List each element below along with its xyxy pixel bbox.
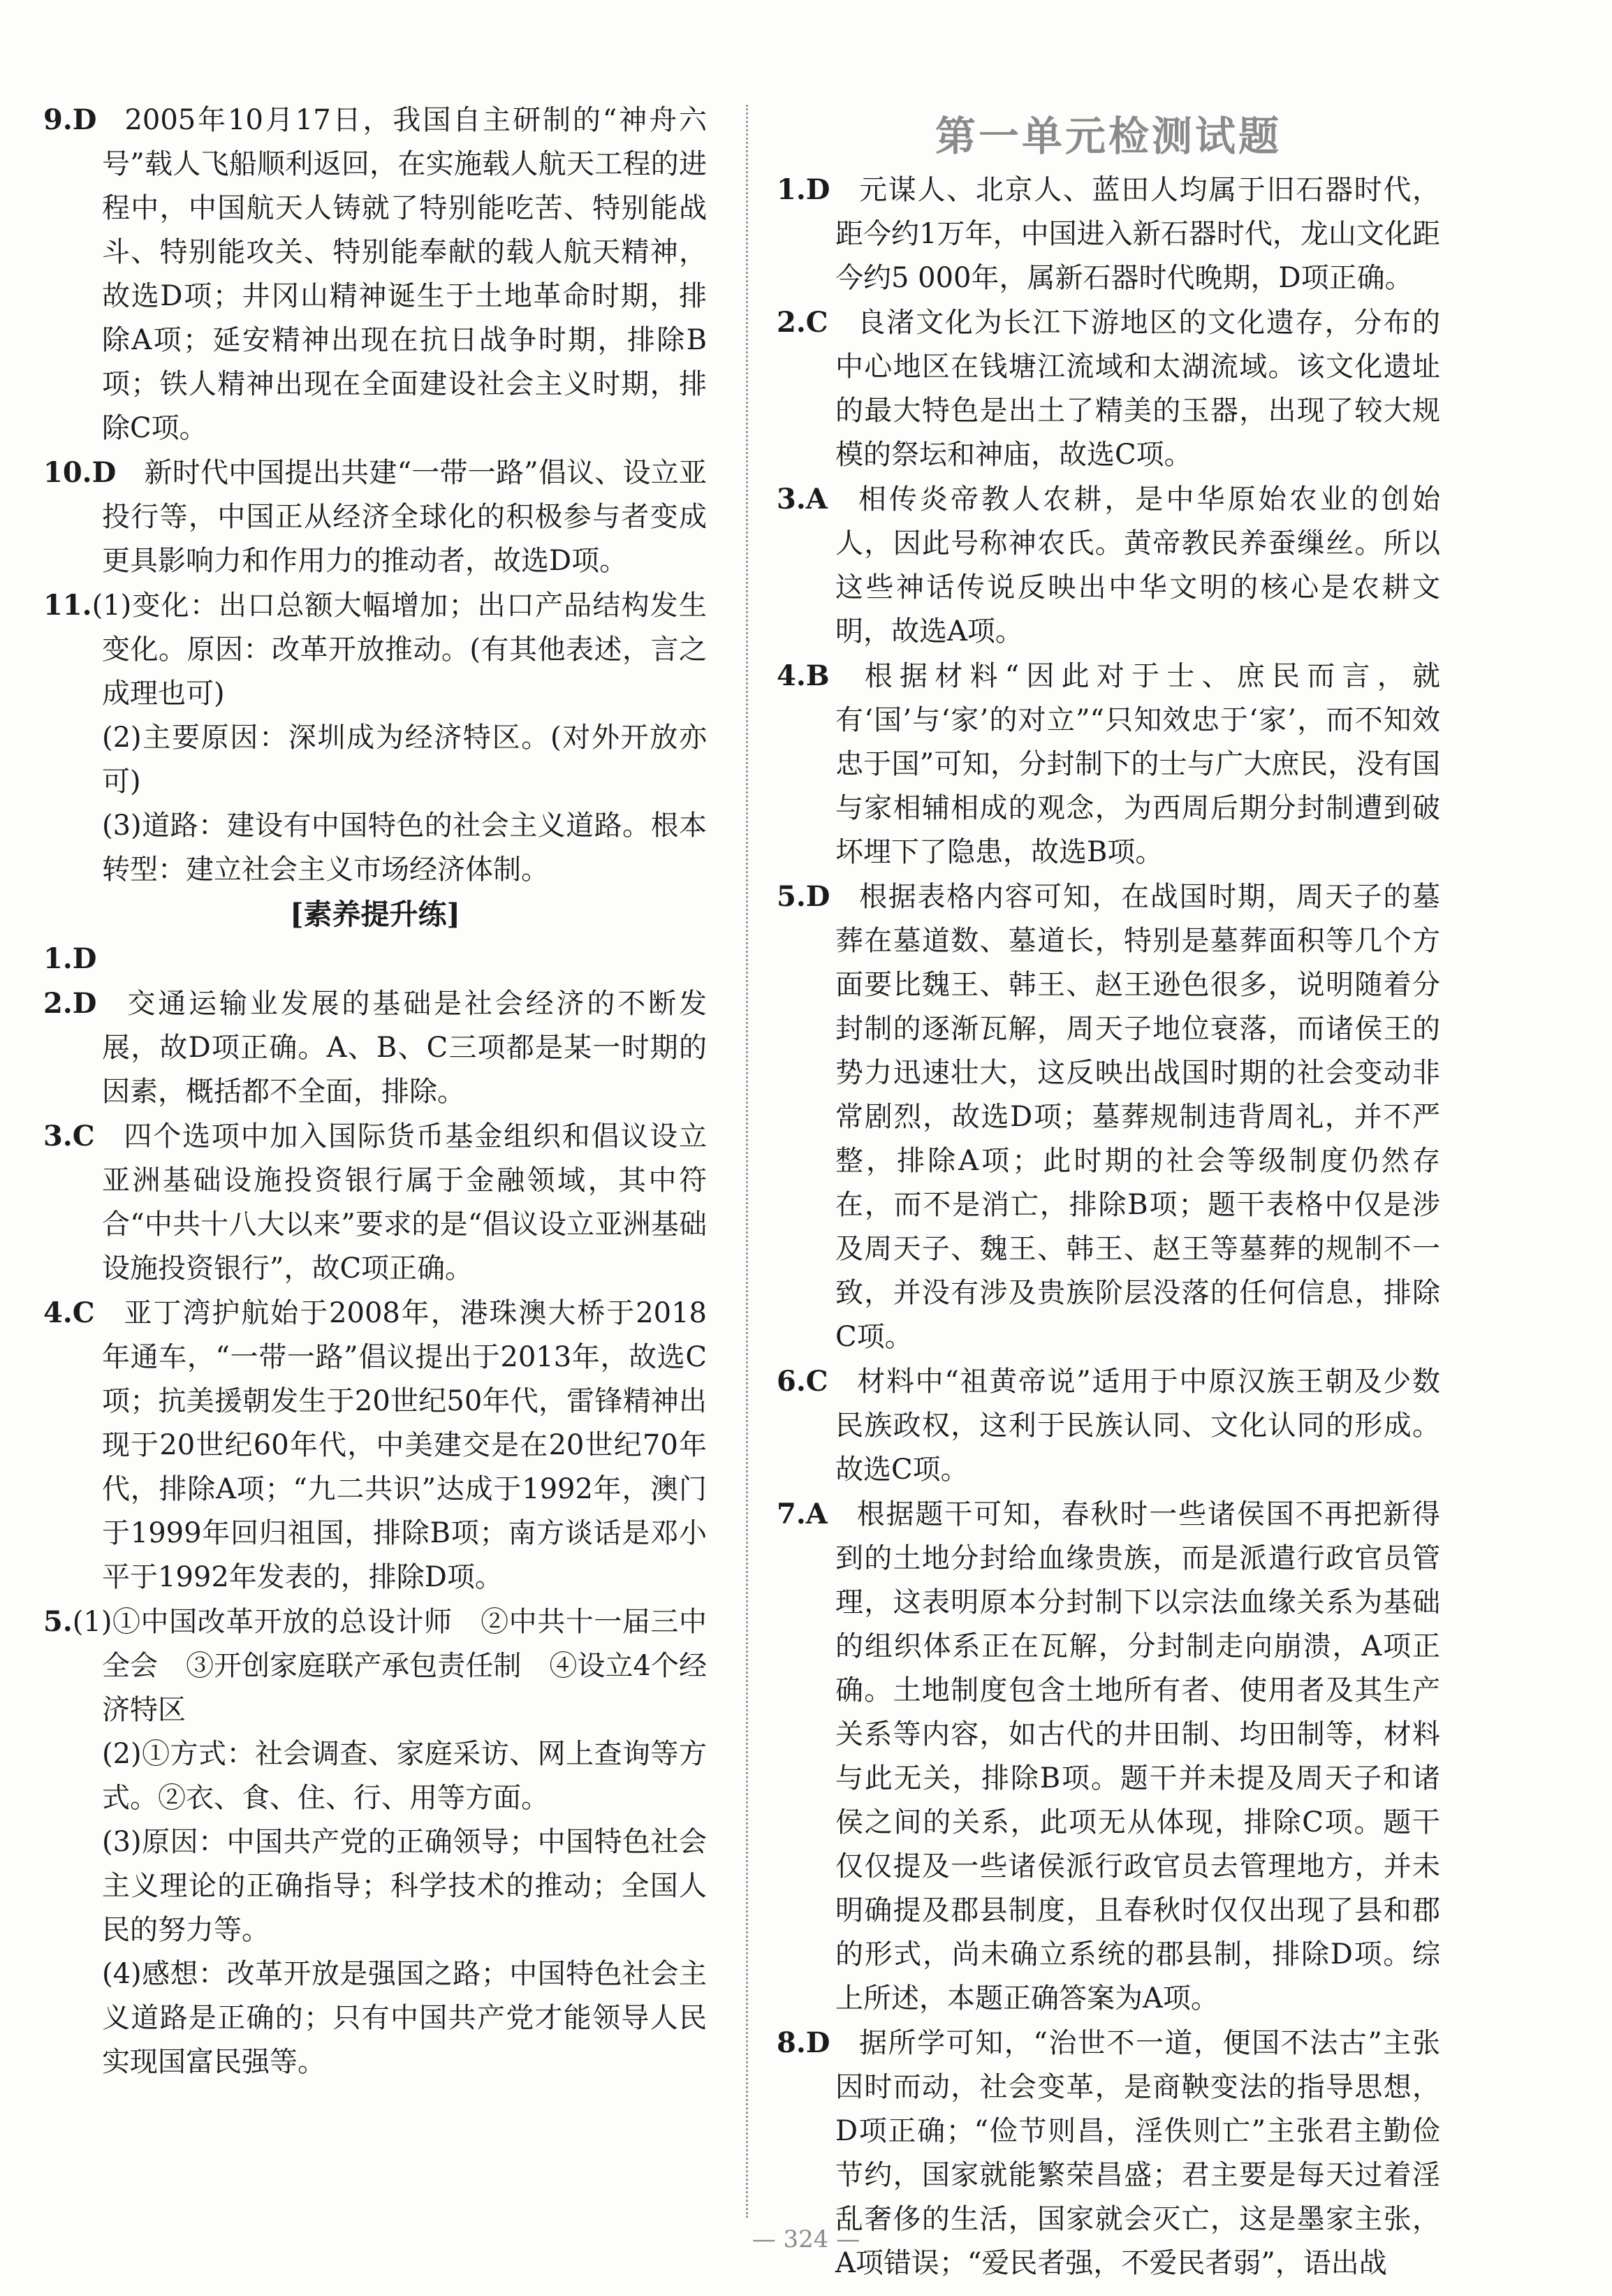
answer-letter: D [91, 456, 117, 489]
answer-letter: D [805, 173, 830, 206]
question-number: 3. [43, 1120, 73, 1153]
answer-text: 良渚文化为长江下游地区的文化遗存，分布的中心地区在钱塘江流域和太湖流域。该文化遗址的最大特色是出土了精美的玉器，出现了较大规模的祭坛和神庙，故选C项。 [835, 307, 1440, 471]
answer-text: 根据表格内容可知，在战国时期，周天子的墓葬在墓道数、墓道长，特别是墓葬面积等几个方面要比魏王、韩王、赵王逊色很多，说明随着分封制的逐渐瓦解，周天子地位衰落，而诸侯王的势力迅速壮大，这反映出战国时期的社会变动非常剧烈，故选D项；墓葬规制违背周礼，并不严整，排除A项；此时期的社会等级制度仍然存在，而不是消亡，排除B项；题干表格中仅是涉及周天子、魏王、韩王、赵王等墓葬的规制不一致，并没有涉及贵族阶层没落的任何信息，排除C项。 [835, 881, 1440, 1353]
question-number: 7. [777, 1498, 806, 1530]
page-number: — 324 — [752, 2225, 860, 2253]
answer-text: 元谋人、北京人、蓝田人均属于旧石器时代，距今约1万年，中国进入新石器时代，龙山文化距今约5 000年，属新石器时代晚期，D项正确。 [835, 174, 1440, 294]
answer-item [777, 477, 1440, 654]
question-number: 1. [43, 942, 73, 975]
answer-subpart: (3)道路：建设有中国特色的社会主义道路。根本转型：建立社会主义市场经济体制。 [102, 810, 707, 886]
answer-item [43, 583, 707, 716]
column-divider [746, 105, 748, 2218]
answer-item [43, 937, 707, 981]
question-number: 10. [43, 456, 92, 489]
answer-letter: B [805, 659, 830, 692]
answer-letter: C [72, 1296, 95, 1329]
answer-item [43, 1291, 707, 1600]
answer-letter: A [805, 483, 828, 515]
question-number: 8. [777, 2026, 806, 2059]
answer-item [777, 300, 1440, 477]
answer-item [777, 1359, 1440, 1492]
answer-item [43, 98, 707, 451]
answer-letter: D [72, 942, 97, 975]
question-number: 2. [43, 987, 73, 1020]
answer-item [777, 168, 1440, 300]
answer-letter: D [72, 987, 97, 1020]
answer-letter: A [805, 1498, 828, 1530]
answer-text: 亚丁湾护航始于2008年，港珠澳大桥于2018年通车，“一带一路”倡议提出于2013年，故选C项；抗美援朝发生于20世纪50年代，雷锋精神出现于20世纪60年代，中美建交是在20世纪70年代，排除A项；“九二共识”达成于1992年，澳门于1999年回归祖国，排除B项；南方谈话是邓小平于1992年发表的，排除D项。 [102, 1297, 707, 1593]
answer-item [777, 875, 1440, 1359]
answer-item [777, 1492, 1440, 2021]
answer-text: (1)变化：出口总额大幅增加；出口产品结构发生变化。原因：改革开放推动。(有其他表述，言之成理也可) [91, 590, 707, 710]
question-number: 4. [777, 659, 806, 692]
unit-title: 第一单元检测试题 [935, 112, 1282, 160]
answer-item [43, 1600, 707, 1732]
question-number: 5. [777, 880, 806, 913]
answer-letter: C [805, 1365, 828, 1398]
answer-subpart: (2)①方式：社会调查、家庭采访、网上查询等方式。②衣、食、住、行、用等方面。 [102, 1738, 707, 1814]
question-number: 6. [777, 1365, 806, 1398]
answer-item [43, 451, 707, 583]
answer-subpart: (3)原因：中国共产党的正确领导；中国特色社会主义理论的正确指导；科学技术的推动；全国人民的努力等。 [102, 1826, 707, 1946]
question-number: 4. [43, 1296, 73, 1329]
answer-letter: C [72, 1120, 95, 1153]
question-number: 9. [43, 103, 73, 136]
answer-text: 2005年10月17日，我国自主研制的“神舟六号”载人飞船顺利返回，在实施载人航天工程的进程中，中国航天人铸就了特别能吃苦、特别能战斗、特别能攻关、特别能奉献的载人航天精神，故选D项；井冈山精神诞生于土地革命时期，排除A项；延安精神出现在抗日战争时期，排除B项；铁人精神出现在全面建设社会主义时期，排除C项。 [102, 104, 707, 444]
answer-subpart: (2)主要原因：深圳成为经济特区。(对外开放亦可) [102, 722, 707, 798]
answer-text: 四个选项中加入国际货币基金组织和倡议设立亚洲基础设施投资银行属于金融领域，其中符合“中共十八大以来”要求的是“倡议设立亚洲基础设施投资银行”，故C项正确。 [102, 1120, 707, 1285]
answer-item [43, 981, 707, 1114]
answer-item [777, 654, 1440, 875]
question-number: 2. [777, 306, 806, 339]
left-column [43, 98, 707, 2084]
section-title: [素养提升练] [290, 898, 460, 931]
right-column [777, 109, 1440, 2286]
answer-item [43, 1114, 707, 1291]
answer-text: 据所学可知，“治世不一道，便国不法古”主张因时而动，社会变革，是商鞅变法的指导思想，D项正确；“俭节则昌，淫佚则亡”主张君主勤俭节约，国家就能繁荣昌盛；君主要是每天过着淫乱奢侈的生活，国家就会灭亡，这是墨家主张，A项错误；“爱民者强，不爱民者弱”，语出战 [835, 2027, 1440, 2279]
answer-text: 根据题干可知，春秋时一些诸侯国不再把新得到的土地分封给血缘贵族，而是派遣行政官员管理，这表明原本分封制下以宗法血缘关系为基础的组织体系正在瓦解，分封制走向崩溃，A项正确。土地制度包含土地所有者、使用者及其生产关系等内容，如古代的井田制、均田制等，材料与此无关，排除B项。题干并未提及周天子和诸侯之间的关系，此项无从体现，排除C项。题干仅仅提及一些诸侯派行政官员去管理地方，并未明确提及郡县制度，且春秋时仅仅出现了县和郡的形式，尚未确立系统的郡县制，排除D项。综上所述，本题正确答案为A项。 [835, 1498, 1440, 2015]
question-number: 11. [43, 589, 92, 622]
answer-text: 材料中“祖黄帝说”适用于中原汉族王朝及少数民族政权，这利于民族认同、文化认同的形成。故选C项。 [835, 1366, 1440, 1486]
answer-letter: D [72, 103, 97, 136]
answer-text: 相传炎帝教人农耕，是中华原始农业的创始人，因此号称神农氏。黄帝教民养蚕缫丝。所以这些神话传说反映出中华文明的核心是农耕文明，故选A项。 [835, 483, 1440, 648]
answer-letter: C [805, 306, 828, 339]
answer-letter: D [805, 2026, 830, 2059]
question-number: 1. [777, 173, 806, 206]
question-number: 5. [43, 1605, 73, 1638]
answer-text: (1)①中国改革开放的总设计师 ②中共十一届三中全会 ③开创家庭联产承包责任制 ④设立4个经济特区 [72, 1606, 707, 1726]
answer-text: 交通运输业发展的基础是社会经济的不断发展，故D项正确。A、B、C三项都是某一时期的因素，概括都不全面，排除。 [102, 988, 707, 1108]
answer-subpart: (4)感想：改革开放是强国之路；中国特色社会主义道路是正确的；只有中国共产党才能领导人民实现国富民强等。 [102, 1958, 707, 2078]
answer-text: 根据材料“因此对于士、庶民而言，就有‘国’与‘家’的对立”“只知效忠于‘家’，而不知效忠于国”可知，分封制下的士与广大庶民，没有国与家相辅相成的观念，为西周后期分封制遭到破坏埋下了隐患，故选B项。 [835, 660, 1440, 868]
answer-text: 新时代中国提出共建“一带一路”倡议、设立亚投行等，中国正从经济全球化的积极参与者变成更具影响力和作用力的推动者，故选D项。 [102, 457, 707, 577]
right-items [777, 168, 1440, 2286]
answer-letter: D [805, 880, 830, 913]
question-number: 3. [777, 483, 806, 515]
